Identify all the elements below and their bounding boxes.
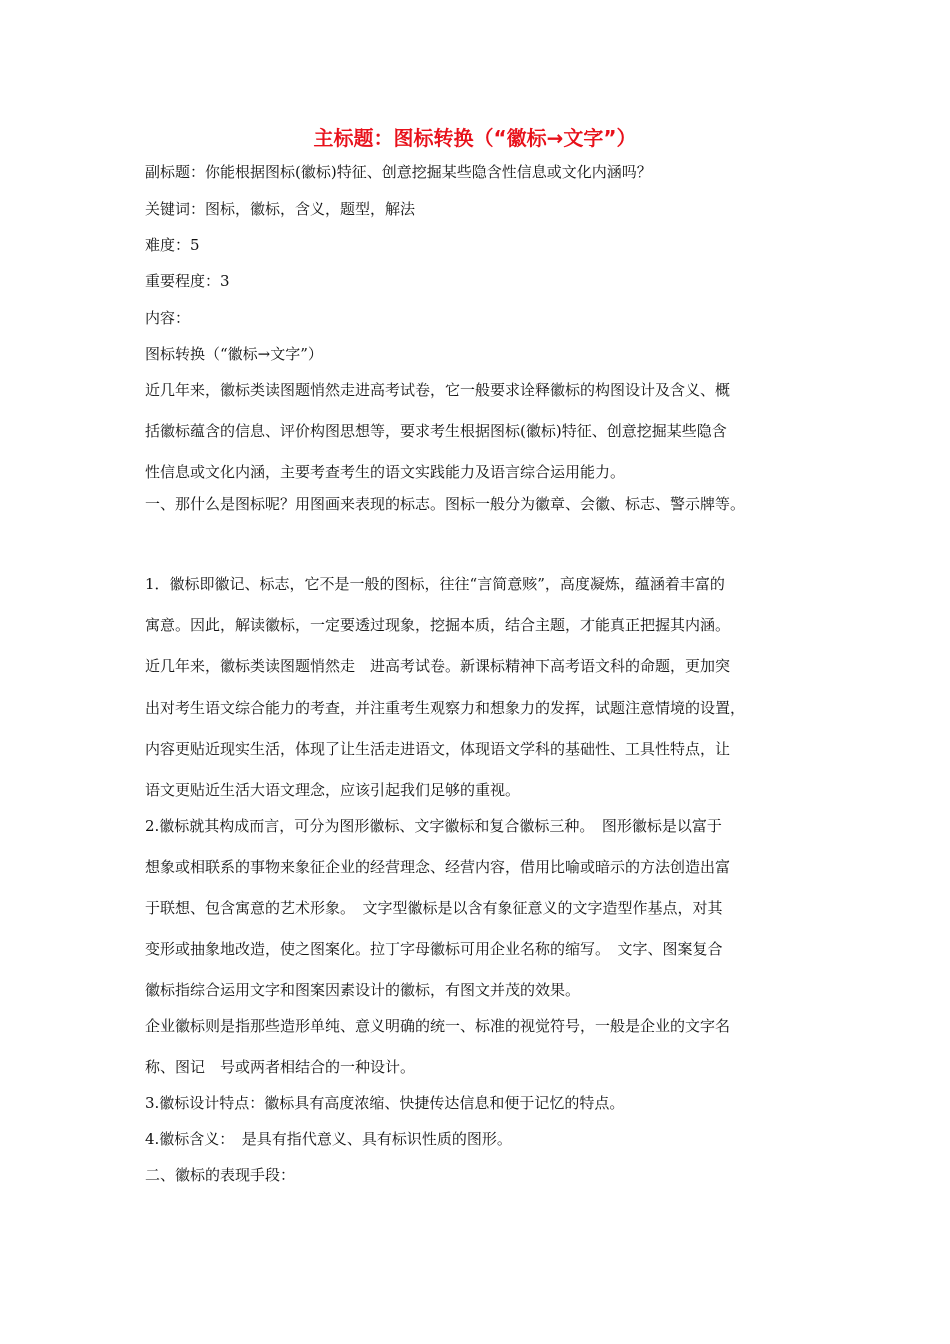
point-two-line: 变形或抽象地改造，使之图案化。拉丁字母徽标可用企业名称的缩写。 文字、图案复合 (145, 940, 723, 958)
point-one-line: 出对考生语文综合能力的考查，并注重考生观察力和想象力的发挥，试题注意情境的设置， (145, 699, 746, 717)
point-one-line: 近几年来，徽标类读图题悄然走 进高考试卷。新课标精神下高考语文科的命题，更加突 (145, 657, 731, 675)
point-one-line: 1．徽标即徽记、标志，它不是一般的图标，往往“言简意赅”，高度凝炼，蕴涵着丰富的 (145, 575, 725, 593)
part-one-heading: 一、那什么是图标呢？用图画来表现的标志。图标一般分为徽章、会徽、标志、警示牌等。 (145, 495, 746, 513)
subtitle-line: 副标题：你能根据图标(徽标)特征、创意挖掘某些隐含性信息或文化内涵吗？ (145, 163, 652, 181)
main-title: 主标题：图标转换（“徽标→文字”） (313, 126, 637, 150)
intro-line: 近几年来，徽标类读图题悄然走进高考试卷，它一般要求诠释徽标的构图设计及含义、概 (145, 381, 731, 399)
importance-line: 重要程度：3 (145, 272, 230, 290)
keywords-line: 关键词：图标，徽标，含义，题型，解法 (145, 200, 416, 218)
point-one-line: 内容更贴近现实生活，体现了让生活走进语文，体现语文学科的基础性、工具性特点，让 (145, 740, 731, 758)
point-two-line: 徽标指综合运用文字和图案因素设计的徽标，有图文并茂的效果。 (145, 981, 581, 999)
point-one-line: 语文更贴近生活大语文理念，应该引起我们足够的重视。 (145, 781, 521, 799)
point-two-line: 称、图记 号或两者相结合的一种设计。 (145, 1058, 416, 1076)
point-two-line: 于联想、包含寓意的艺术形象。 文字型徽标是以含有象征意义的文字造型作基点，对其 (145, 899, 723, 917)
point-one-line: 寓意。因此，解读徽标，一定要透过现象，挖掘本质，结合主题，才能真正把握其内涵。 (145, 616, 731, 634)
point-two-line: 2.徽标就其构成而言，可分为图形徽标、文字徽标和复合徽标三种。 图形徽标是以富于 (145, 817, 722, 835)
intro-line: 性信息或文化内涵，主要考查考生的语文实践能力及语言综合运用能力。 (145, 463, 626, 481)
section-title: 图标转换（“徽标→文字”） (145, 345, 323, 363)
point-three-line: 3.徽标设计特点：徽标具有高度浓缩、快捷传达信息和便于记忆的特点。 (145, 1094, 625, 1112)
content-label: 内容： (145, 309, 191, 327)
point-two-line: 企业徽标则是指那些造形单纯、意义明确的统一、标准的视觉符号，一般是企业的文字名 (145, 1017, 731, 1035)
point-two-line: 想象或相联系的事物来象征企业的经营理念、经营内容，借用比喻或暗示的方法创造出富 (145, 858, 731, 876)
part-two-heading: 二、徽标的表现手段： (145, 1166, 296, 1184)
intro-line: 括徽标蕴含的信息、评价构图思想等，要求考生根据图标(徽标)特征、创意挖掘某些隐含 (145, 422, 727, 440)
difficulty-line: 难度：5 (145, 236, 200, 254)
point-four-line: 4.徽标含义： 是具有指代意义、具有标识性质的图形。 (145, 1130, 512, 1148)
